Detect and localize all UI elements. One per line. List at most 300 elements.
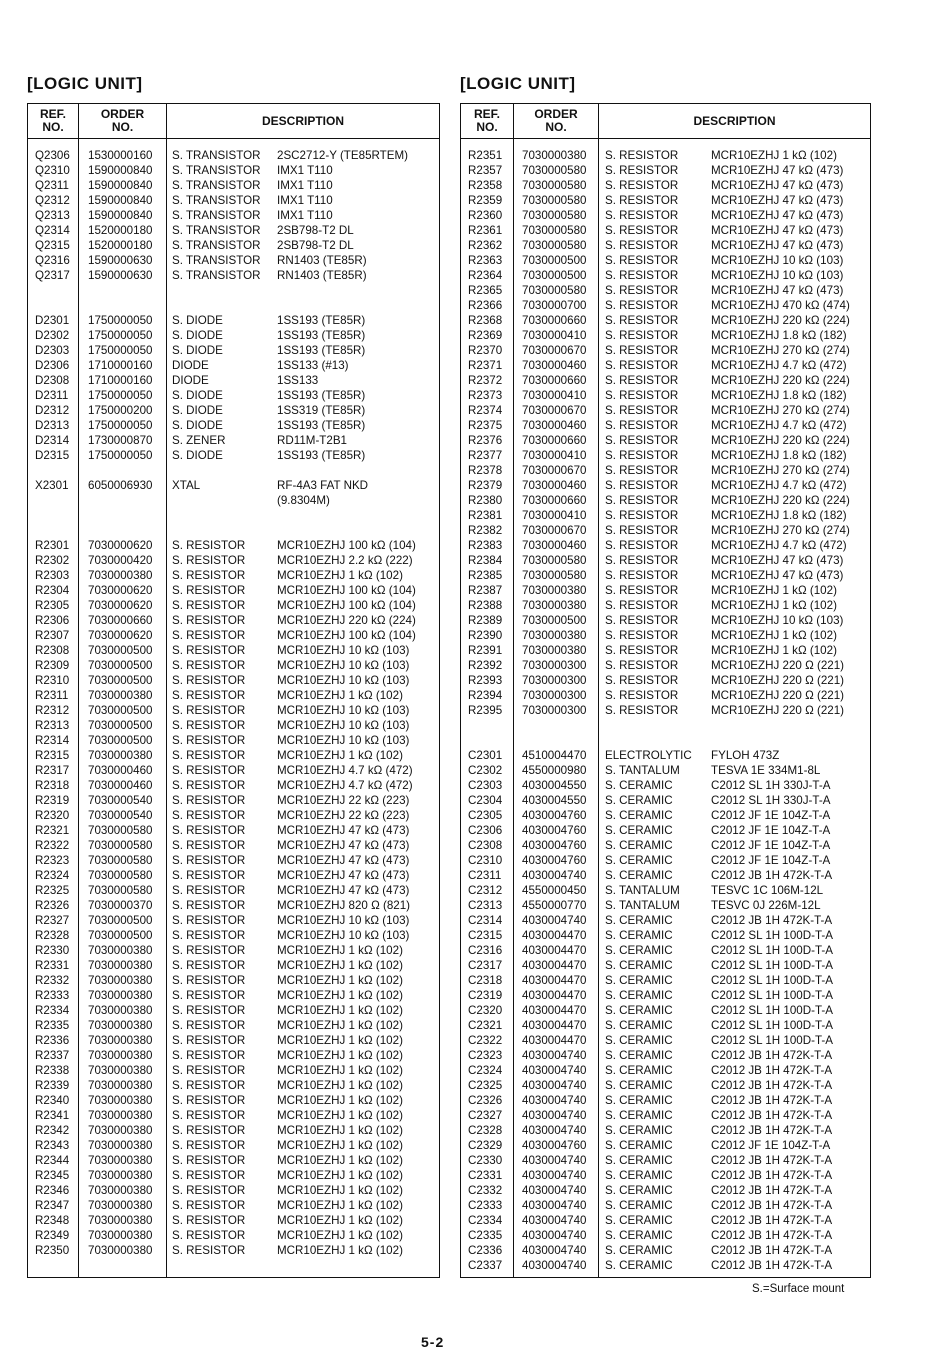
table-row (461, 1033, 870, 1048)
part-spec-cell: C2012 JB 1H 472K-T-A (711, 1079, 833, 1092)
part-spec-cell: MCR10EZHJ 1 kΩ (102) (277, 1169, 403, 1182)
ref-no-cell: C2324 (468, 1064, 503, 1077)
order-no-cell: 7030000500 (522, 269, 587, 282)
part-spec-cell: C2012 SL 1H 100D-T-A (711, 929, 834, 942)
ref-no-cell: C2326 (468, 1094, 503, 1107)
part-type-cell: S. CERAMIC (605, 1034, 673, 1047)
table-row (28, 358, 439, 373)
order-no-cell: 7030000500 (88, 929, 153, 942)
table-row (28, 898, 439, 913)
ref-no-cell: C2336 (468, 1244, 503, 1257)
part-type-cell: S. RESISTOR (605, 539, 679, 552)
table-row (461, 1168, 870, 1183)
ref-no-cell: R2358 (468, 179, 503, 192)
ref-no-cell: R2312 (35, 704, 70, 717)
part-type-cell: S. RESISTOR (605, 389, 679, 402)
table-row (28, 433, 439, 448)
ref-no-cell: R2323 (35, 854, 70, 867)
part-type-cell: S. RESISTOR (172, 779, 246, 792)
ref-no-cell: R2343 (35, 1139, 70, 1152)
table-row (461, 733, 870, 748)
part-spec-cell: C2012 JB 1H 472K-T-A (711, 869, 833, 882)
part-type-cell: XTAL (172, 479, 201, 492)
part-type-cell: S. RESISTOR (172, 884, 246, 897)
part-type-cell: S. RESISTOR (172, 1214, 246, 1227)
part-type-cell: S. RESISTOR (172, 1184, 246, 1197)
order-no-cell: 7030000660 (522, 314, 587, 327)
ref-no-cell: R2365 (468, 284, 503, 297)
part-spec-cell: MCR10EZHJ 1 kΩ (102) (277, 1244, 403, 1257)
table-row (461, 1228, 870, 1243)
order-no-cell: 7030000580 (522, 239, 587, 252)
order-no-cell: 7030000500 (88, 734, 153, 747)
part-type-cell: S. RESISTOR (605, 314, 679, 327)
part-type-cell: S. CERAMIC (605, 944, 673, 957)
part-type-cell: S. CERAMIC (605, 1229, 673, 1242)
ref-no-cell: R2342 (35, 1124, 70, 1137)
table-row (28, 673, 439, 688)
ref-no-cell: D2311 (35, 389, 69, 402)
part-spec-cell: MCR10EZHJ 1 kΩ (102) (711, 629, 837, 642)
part-type-cell: S. RESISTOR (172, 869, 246, 882)
part-spec-cell: TESVA 1E 334M1-8L (711, 764, 821, 777)
part-spec-cell: MCR10EZHJ 820 Ω (821) (277, 899, 411, 912)
order-no-cell: 4030004470 (522, 974, 587, 987)
table-row (28, 478, 439, 493)
ref-no-cell: R2370 (468, 344, 503, 357)
table-row (28, 373, 439, 388)
part-spec-cell: MCR10EZHJ 100 kΩ (104) (277, 629, 416, 642)
order-no-cell: 4030004740 (522, 1184, 587, 1197)
ref-no-cell: R2330 (35, 944, 70, 957)
part-spec-cell: MCR10EZHJ 1 kΩ (102) (277, 989, 403, 1002)
ref-no-cell: D2312 (35, 404, 70, 417)
part-spec-cell: FYLOH 473Z (711, 749, 780, 762)
order-no-cell: 7030000580 (522, 224, 587, 237)
table-row (28, 268, 439, 283)
table-row (28, 1108, 439, 1123)
part-spec-cell: MCR10EZHJ 270 kΩ (274) (711, 524, 850, 537)
part-spec-cell: MCR10EZHJ 10 kΩ (103) (277, 914, 410, 927)
ref-no-cell: C2319 (468, 989, 503, 1002)
table-row (28, 1048, 439, 1063)
part-type-cell: S. CERAMIC (605, 869, 673, 882)
ref-no-cell: D2314 (35, 434, 70, 447)
table-row (461, 1108, 870, 1123)
order-no-cell: 7030000670 (522, 344, 587, 357)
table-row (28, 823, 439, 838)
order-no-cell: 7030000380 (88, 989, 153, 1002)
order-no-cell: 1590000630 (88, 254, 153, 267)
part-type-cell: S. RESISTOR (172, 1169, 246, 1182)
part-type-cell: S. RESISTOR (605, 179, 679, 192)
part-type-cell: S. RESISTOR (605, 239, 679, 252)
table-row (28, 403, 439, 418)
table-row (461, 868, 870, 883)
table-row (28, 1183, 439, 1198)
table-row (461, 1078, 870, 1093)
table-row (28, 448, 439, 463)
part-type-cell: S. RESISTOR (605, 509, 679, 522)
ref-no-cell: R2362 (468, 239, 503, 252)
ref-no-cell: R2369 (468, 329, 503, 342)
order-no-cell: 7030000380 (88, 1214, 153, 1227)
ref-no-cell: Q2311 (35, 179, 69, 192)
part-spec-cell: MCR10EZHJ 1 kΩ (102) (277, 569, 403, 582)
part-type-cell: S. CERAMIC (605, 1064, 673, 1077)
part-spec-cell: 1SS133 (#13) (277, 359, 349, 372)
part-type-cell: S. RESISTOR (172, 944, 246, 957)
part-spec-cell: RN1403 (TE85R) (277, 254, 367, 267)
order-no-cell: 7030000540 (88, 809, 153, 822)
table-row (461, 808, 870, 823)
order-no-cell: 7030000580 (522, 284, 587, 297)
part-type-cell: S. CERAMIC (605, 839, 673, 852)
table-row (28, 658, 439, 673)
part-type-cell: S. RESISTOR (605, 419, 679, 432)
part-spec-cell: C2012 JF 1E 104Z-T-A (711, 854, 831, 867)
order-no-cell: 7030000380 (88, 1199, 153, 1212)
ref-no-cell: C2302 (468, 764, 503, 777)
order-no-cell: 4030004740 (522, 1109, 587, 1122)
part-spec-cell: MCR10EZHJ 47 kΩ (473) (711, 284, 844, 297)
part-type-cell: S. DIODE (172, 404, 223, 417)
part-type-cell: S. RESISTOR (605, 164, 679, 177)
part-spec-cell: MCR10EZHJ 47 kΩ (473) (711, 224, 844, 237)
order-no-cell: 4030004470 (522, 929, 587, 942)
ref-no-cell: R2379 (468, 479, 503, 492)
table-row (461, 1048, 870, 1063)
part-type-cell: S. CERAMIC (605, 1259, 673, 1272)
part-type-cell: S. CERAMIC (605, 959, 673, 972)
part-type-cell: S. CERAMIC (605, 1094, 673, 1107)
order-no-cell: 7030000580 (522, 209, 587, 222)
part-spec-cell: 2SB798-T2 DL (277, 239, 354, 252)
table-row (461, 688, 870, 703)
order-no-cell: 7030000660 (522, 434, 587, 447)
ref-no-cell: C2308 (468, 839, 503, 852)
order-no-header (79, 108, 166, 134)
table-row (461, 1153, 870, 1168)
table-row (461, 673, 870, 688)
ref-no-cell: R2376 (468, 434, 503, 447)
part-type-cell: S. CERAMIC (605, 1184, 673, 1197)
ref-no-cell: D2301 (35, 314, 70, 327)
table-row (28, 328, 439, 343)
part-type-cell: S. RESISTOR (172, 959, 246, 972)
order-no-cell: 7030000500 (88, 704, 153, 717)
order-no-cell: 1750000200 (88, 404, 153, 417)
order-no-header (514, 108, 598, 134)
part-type-cell: S. RESISTOR (172, 824, 246, 837)
ref-no-cell: Q2306 (35, 149, 70, 162)
ref-no-cell: C2304 (468, 794, 503, 807)
part-spec-cell: MCR10EZHJ 1 kΩ (102) (277, 1079, 403, 1092)
ref-no-cell: C2325 (468, 1079, 503, 1092)
part-type-cell: S. RESISTOR (172, 1199, 246, 1212)
table-row (461, 478, 870, 493)
part-spec-cell: 1SS193 (TE85R) (277, 314, 366, 327)
part-type-cell: S. RESISTOR (172, 749, 246, 762)
ref-no-cell: R2320 (35, 809, 70, 822)
ref-no-cell: R2306 (35, 614, 70, 627)
ref-no-cell: Q2317 (35, 269, 70, 282)
part-type-cell: S. CERAMIC (605, 1049, 673, 1062)
table-row (461, 178, 870, 193)
part-type-cell: S. CERAMIC (605, 1169, 673, 1182)
part-spec-cell: MCR10EZHJ 100 kΩ (104) (277, 584, 416, 597)
ref-no-cell: R2332 (35, 974, 70, 987)
part-spec-cell: C2012 SL 1H 100D-T-A (711, 1034, 834, 1047)
ref-no-cell: R2327 (35, 914, 70, 927)
part-type-cell: S. TANTALUM (605, 884, 680, 897)
table-row (461, 1003, 870, 1018)
part-type-cell: S. CERAMIC (605, 809, 673, 822)
description-header: DESCRIPTION (261, 114, 344, 128)
ref-no-cell: R2340 (35, 1094, 70, 1107)
part-spec-cell: MCR10EZHJ 1 kΩ (102) (277, 1094, 403, 1107)
order-no-cell: 4030004470 (522, 989, 587, 1002)
order-no-cell: 7030000540 (88, 794, 153, 807)
part-type-cell: S. CERAMIC (605, 1079, 673, 1092)
ref-no-cell: D2308 (35, 374, 70, 387)
order-no-cell: 7030000460 (88, 779, 153, 792)
part-type-cell: S. RESISTOR (172, 794, 246, 807)
table-row (28, 1078, 439, 1093)
part-type-cell: S. RESISTOR (605, 149, 679, 162)
part-type-cell: S. RESISTOR (172, 1154, 246, 1167)
part-type-cell: S. RESISTOR (172, 914, 246, 927)
part-type-cell: S. DIODE (172, 314, 223, 327)
part-type-cell: S. RESISTOR (172, 1139, 246, 1152)
order-no-cell: 1750000050 (88, 389, 153, 402)
part-spec-cell: MCR10EZHJ 47 kΩ (473) (277, 884, 410, 897)
ref-no-cell: D2306 (35, 359, 70, 372)
table-row (461, 1123, 870, 1138)
part-type-cell: S. CERAMIC (605, 1214, 673, 1227)
order-no-cell: 7030000380 (88, 1034, 153, 1047)
order-no-cell: 7030000500 (88, 914, 153, 927)
table-row (28, 1168, 439, 1183)
part-spec-cell: MCR10EZHJ 4.7 kΩ (472) (711, 479, 847, 492)
table-row (28, 718, 439, 733)
order-no-cell: 7030000580 (88, 869, 153, 882)
order-no-cell: 4030004740 (522, 1154, 587, 1167)
part-spec-cell: MCR10EZHJ 10 kΩ (103) (277, 719, 410, 732)
table-row (461, 1063, 870, 1078)
table-row (461, 703, 870, 718)
table-row (28, 418, 439, 433)
table-row (28, 763, 439, 778)
part-spec-cell: MCR10EZHJ 220 kΩ (224) (711, 494, 850, 507)
part-type-cell: DIODE (172, 374, 209, 387)
part-type-cell: S. RESISTOR (172, 569, 246, 582)
table-row (28, 238, 439, 253)
table-row (28, 883, 439, 898)
order-no-cell: 4030004740 (522, 1244, 587, 1257)
ref-no-cell: R2381 (468, 509, 503, 522)
order-no-cell: 7030000410 (522, 449, 587, 462)
order-no-cell: 4030004550 (522, 794, 587, 807)
order-no-cell: 7030000580 (88, 839, 153, 852)
part-type-cell: S. RESISTOR (172, 659, 246, 672)
table-row (461, 388, 870, 403)
table-row (28, 973, 439, 988)
ref-no-cell: R2389 (468, 614, 503, 627)
part-spec-cell: MCR10EZHJ 10 kΩ (103) (711, 269, 844, 282)
part-spec-cell: C2012 JB 1H 472K-T-A (711, 1214, 833, 1227)
table-row (461, 163, 870, 178)
part-type-cell: S. RESISTOR (605, 659, 679, 672)
part-spec-cell: MCR10EZHJ 220 Ω (221) (711, 674, 845, 687)
table-row (28, 793, 439, 808)
part-spec-cell: MCR10EZHJ 47 kΩ (473) (711, 194, 844, 207)
order-no-cell: 7030000700 (522, 299, 587, 312)
order-no-cell: 4030004740 (522, 1064, 587, 1077)
order-header-line2: NO. (111, 120, 134, 134)
order-no-cell: 7030000380 (88, 959, 153, 972)
part-type-cell: S. RESISTOR (172, 764, 246, 777)
part-type-cell: S. ZENER (172, 434, 226, 447)
order-no-cell: 1590000840 (88, 194, 153, 207)
part-spec-cell: C2012 JF 1E 104Z-T-A (711, 824, 831, 837)
ref-no-cell: R2364 (468, 269, 503, 282)
part-spec-cell: MCR10EZHJ 220 kΩ (224) (711, 314, 850, 327)
ref-no-cell: R2301 (35, 539, 70, 552)
ref-no-cell: C2317 (468, 959, 503, 972)
table-row (461, 373, 870, 388)
part-type-cell: S. RESISTOR (605, 344, 679, 357)
part-type-cell: S. CERAMIC (605, 854, 673, 867)
part-type-cell: S. RESISTOR (172, 1124, 246, 1137)
ref-no-cell: R2384 (468, 554, 503, 567)
ref-no-cell: D2302 (35, 329, 70, 342)
order-no-cell: 4550000450 (522, 884, 587, 897)
order-no-cell: 4030004470 (522, 1004, 587, 1017)
table-row (461, 553, 870, 568)
ref-no-cell: R2322 (35, 839, 70, 852)
ref-header-line1: REF. (39, 107, 66, 121)
order-no-cell: 7030000660 (522, 374, 587, 387)
part-type-cell: S. RESISTOR (605, 629, 679, 642)
ref-no-cell: R2363 (468, 254, 503, 267)
table-row (461, 628, 870, 643)
part-spec-cell: 1SS193 (TE85R) (277, 389, 366, 402)
part-type-cell: S. TANTALUM (605, 764, 680, 777)
part-type-cell: S. CERAMIC (605, 1124, 673, 1137)
part-spec-cell: MCR10EZHJ 270 kΩ (274) (711, 464, 850, 477)
table-row (28, 223, 439, 238)
ref-no-cell: R2313 (35, 719, 70, 732)
part-spec-cell: MCR10EZHJ 47 kΩ (473) (711, 569, 844, 582)
table-row (28, 733, 439, 748)
part-spec-cell: MCR10EZHJ 100 kΩ (104) (277, 599, 416, 612)
table-row (461, 223, 870, 238)
part-type-cell: S. RESISTOR (605, 449, 679, 462)
order-no-cell: 7030000660 (522, 494, 587, 507)
ref-no-cell: C2328 (468, 1124, 503, 1137)
order-no-cell: 7030000500 (522, 254, 587, 267)
table-row (461, 403, 870, 418)
table-row (28, 1153, 439, 1168)
table-row (461, 1138, 870, 1153)
table-row (461, 538, 870, 553)
part-spec-cell: IMX1 T110 (277, 179, 333, 192)
ref-no-cell: Q2313 (35, 209, 70, 222)
order-no-cell: 7030000380 (522, 584, 587, 597)
ref-header-line2: NO. (476, 120, 498, 134)
table-row (461, 718, 870, 733)
part-spec-cell: MCR10EZHJ 1 kΩ (102) (277, 944, 403, 957)
table-row (28, 688, 439, 703)
part-spec-cell: TESVC 1C 106M-12L (711, 884, 824, 897)
table-row (28, 748, 439, 763)
ref-no-cell: R2328 (35, 929, 70, 942)
table-row (461, 1258, 870, 1273)
ref-no-cell: C2305 (468, 809, 503, 822)
table-row (28, 778, 439, 793)
table-row (461, 148, 870, 163)
right-table-body (461, 139, 870, 1273)
table-row (28, 598, 439, 613)
ref-no-cell: R2347 (35, 1199, 70, 1212)
order-no-cell: 1520000180 (88, 224, 153, 237)
table-row (461, 313, 870, 328)
part-spec-cell: MCR10EZHJ 220 kΩ (224) (711, 374, 850, 387)
part-type-cell: S. RESISTOR (172, 1004, 246, 1017)
table-row (461, 193, 870, 208)
order-no-cell: 7030000580 (522, 164, 587, 177)
table-row (461, 1183, 870, 1198)
ref-no-cell: R2377 (468, 449, 503, 462)
ref-no-cell: C2333 (468, 1199, 503, 1212)
part-type-cell: S. DIODE (172, 449, 223, 462)
ref-no-header (461, 108, 513, 134)
part-spec-cell: MCR10EZHJ 4.7 kΩ (472) (277, 764, 413, 777)
part-type-cell: S. RESISTOR (605, 299, 679, 312)
ref-no-cell: C2323 (468, 1049, 503, 1062)
order-no-cell: 4030004760 (522, 839, 587, 852)
order-no-cell: 7030000580 (522, 569, 587, 582)
part-spec-cell: IMX1 T110 (277, 164, 333, 177)
part-type-cell: S. CERAMIC (605, 974, 673, 987)
part-spec-cell: MCR10EZHJ 1.8 kΩ (182) (711, 389, 847, 402)
ref-no-cell: C2329 (468, 1139, 503, 1152)
ref-no-cell: R2387 (468, 584, 503, 597)
ref-no-cell: C2314 (468, 914, 503, 927)
part-type-cell: S. RESISTOR (605, 614, 679, 627)
part-spec-cell: C2012 JB 1H 472K-T-A (711, 914, 833, 927)
part-spec-cell: MCR10EZHJ 1 kΩ (102) (711, 644, 837, 657)
part-spec-cell: MCR10EZHJ 1 kΩ (102) (711, 599, 837, 612)
ref-no-cell: X2301 (35, 479, 69, 492)
order-no-cell: 1590000630 (88, 269, 153, 282)
table-row (461, 343, 870, 358)
table-row (461, 898, 870, 913)
table-row (461, 913, 870, 928)
order-no-cell: 7030000380 (88, 1244, 153, 1257)
ref-no-cell: C2337 (468, 1259, 503, 1272)
part-spec-cell: MCR10EZHJ 4.7 kΩ (472) (711, 419, 847, 432)
part-type-cell: S. DIODE (172, 419, 223, 432)
part-type-cell: S. RESISTOR (172, 1064, 246, 1077)
part-spec-cell: MCR10EZHJ 47 kΩ (473) (711, 179, 844, 192)
part-spec-cell: C2012 JB 1H 472K-T-A (711, 1199, 833, 1212)
part-type-cell: S. RESISTOR (172, 629, 246, 642)
part-spec-cell: C2012 JB 1H 472K-T-A (711, 1049, 833, 1062)
part-spec-cell: MCR10EZHJ 220 Ω (221) (711, 704, 845, 717)
table-row (461, 1198, 870, 1213)
